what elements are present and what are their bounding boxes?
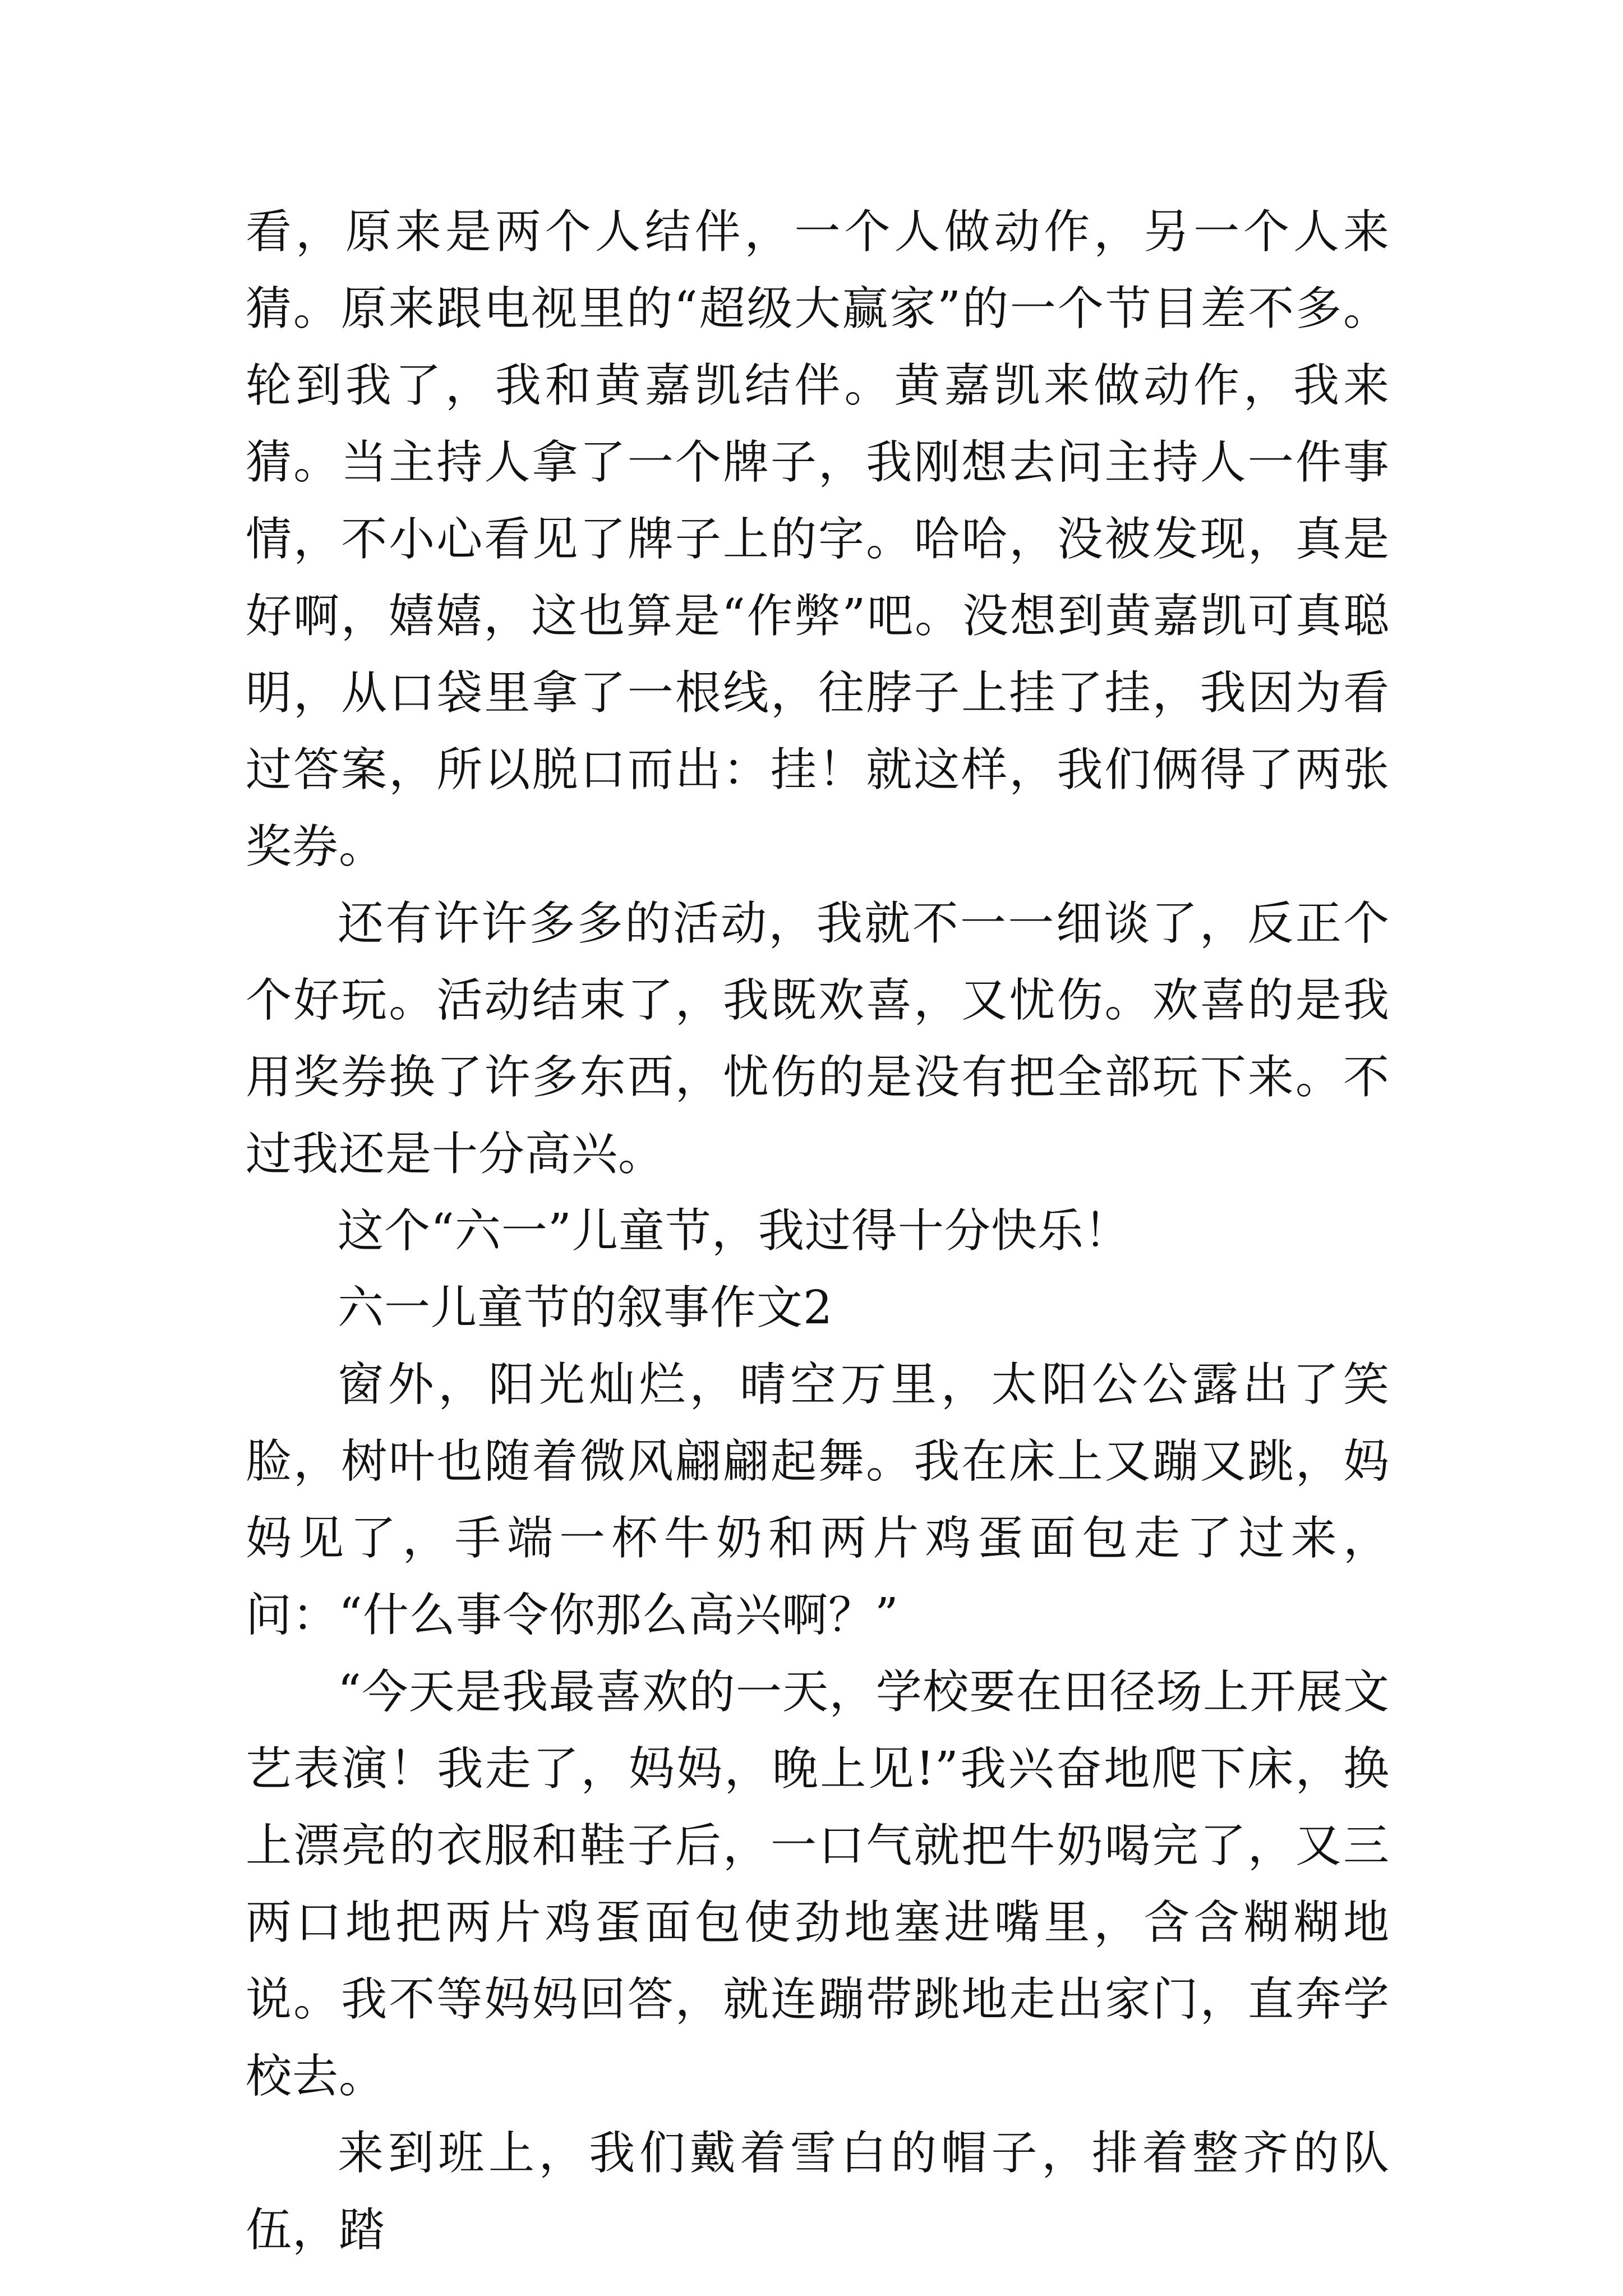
paragraph-class: 来到班上，我们戴着雪白的帽子，排着整齐的队伍，踏 bbox=[246, 2127, 1390, 2257]
paragraph-dialogue: “今天是我最喜欢的一天，学校要在田径场上开展文艺表演！我走了，妈妈，晚上见!”我兴奋地爬下床，换上漂亮的衣服和鞋子后，一口气就把牛奶喝完了，又三两口地把两片鸡蛋面包使劲地塞进嘴里，含含糊糊地说。我不等妈妈回答，就连蹦带跳地走出家门，直奔学校去。 bbox=[246, 1665, 1390, 2103]
paragraph-activities: 还有许许多多的活动，我就不一一细谈了，反正个个好玩。活动结束了，我既欢喜，又忧伤。欢喜的是我用奖券换了许多东西，忧伤的是没有把全部玩下来。不过我还是十分高兴。 bbox=[246, 897, 1390, 1181]
document-body bbox=[246, 194, 1390, 2269]
paragraph-morning: 窗外，阳光灿烂，晴空万里，太阳公公露出了笑脸，树叶也随着微风翩翩起舞。我在床上又蹦又跳，妈妈见了，手端一杯牛奶和两片鸡蛋面包走了过来，问：“什么事令你那么高兴啊？” bbox=[246, 1358, 1390, 1642]
paragraph-continuation: 看，原来是两个人结伴，一个人做动作，另一个人来猜。原来跟电视里的“超级大赢家”的一个节目差不多。轮到我了，我和黄嘉凯结伴。黄嘉凯来做动作，我来猜。当主持人拿了一个牌子，我刚想去问主持人一件事情，不小心看见了牌子上的字。哈哈，没被发现，真是好啊，嬉嬉，这也算是“作弊”吧。没想到黄嘉凯可真聪明，从口袋里拿了一根线，往脖子上挂了挂，我因为看过答案，所以脱口而出：挂！就这样，我们俩得了两张奖券。 bbox=[246, 205, 1390, 873]
essay-title: 六一儿童节的叙事作文2 bbox=[338, 1281, 833, 1335]
paragraph-conclusion: 这个“六一”儿童节，我过得十分快乐！ bbox=[338, 1204, 1131, 1258]
